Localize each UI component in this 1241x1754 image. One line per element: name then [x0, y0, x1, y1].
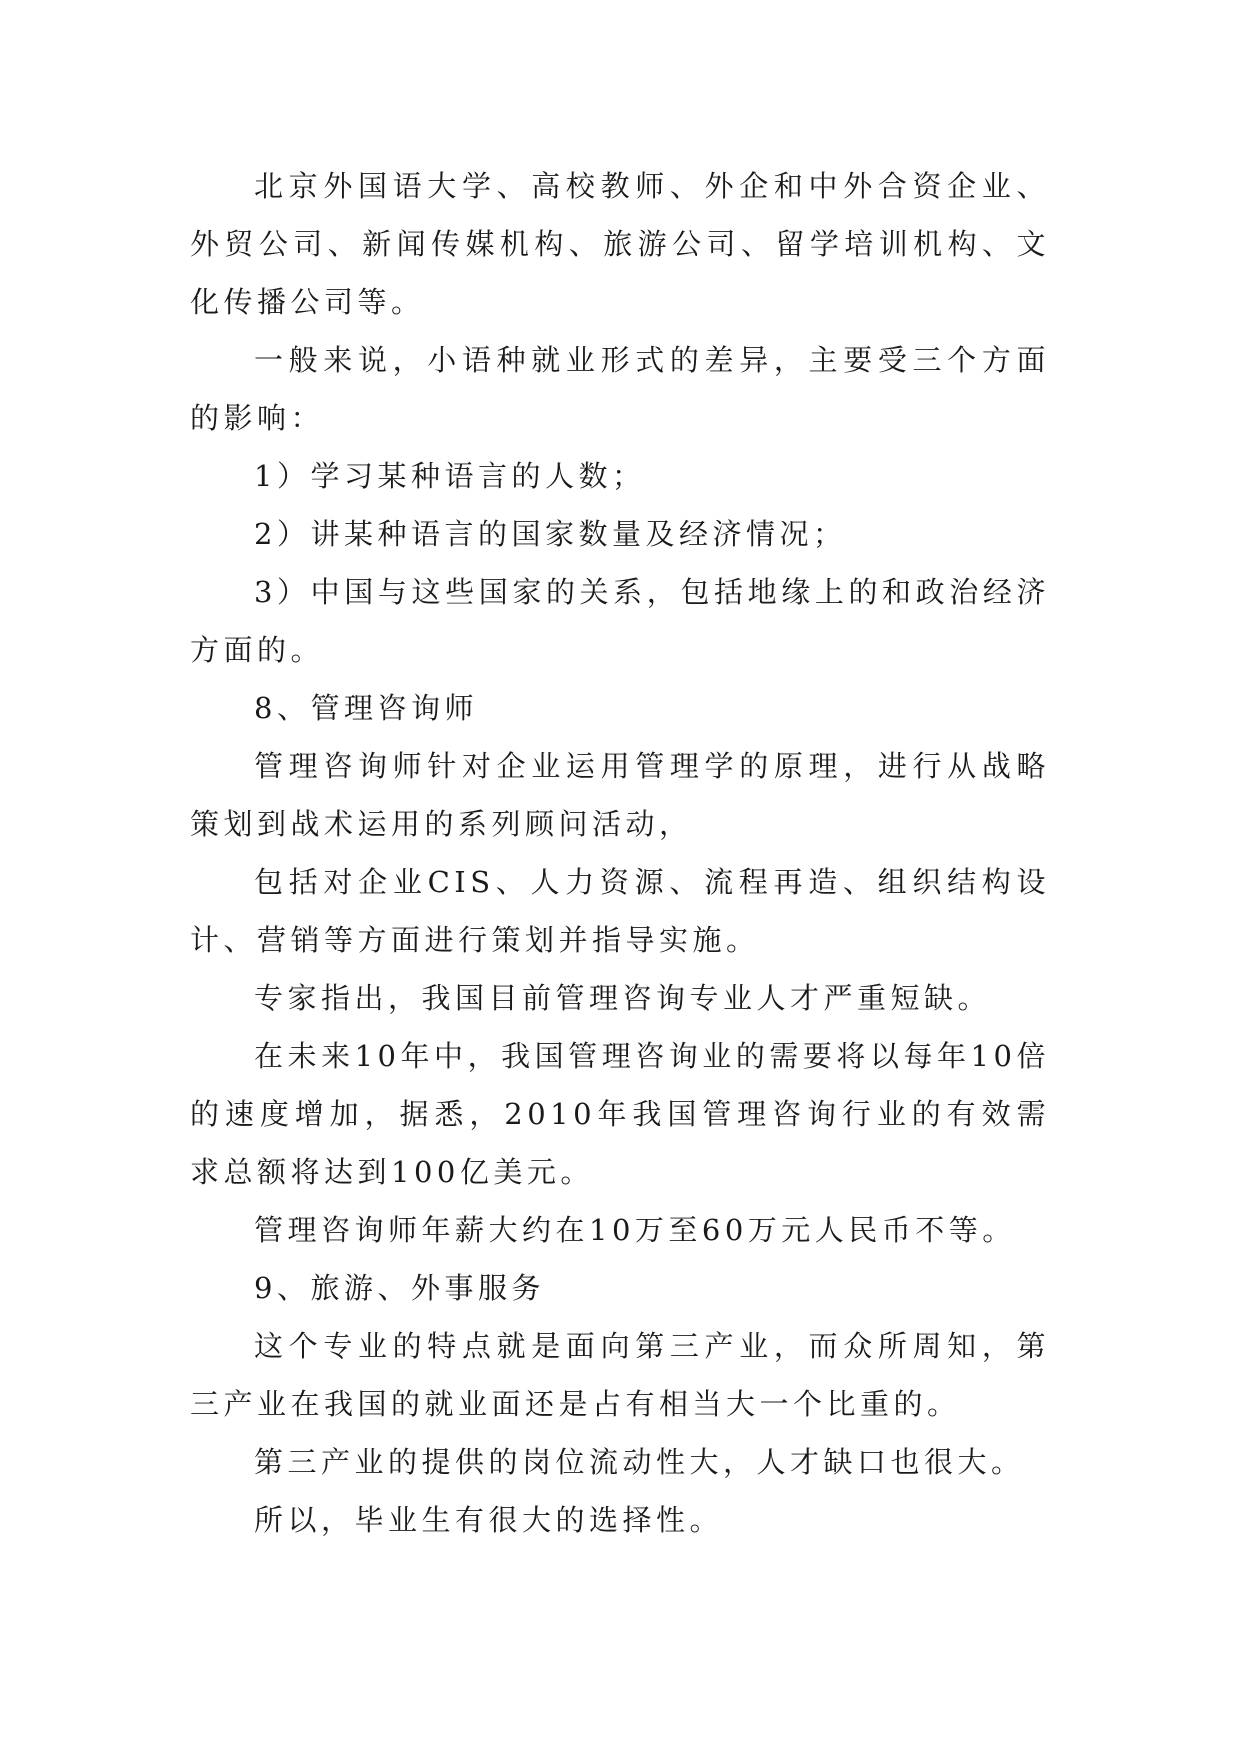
paragraph-factors-intro: 一般来说，小语种就业形式的差异，主要受三个方面的影响： — [190, 343, 1050, 435]
paragraph-factor-2: 2）讲某种语言的国家数量及经济情况； — [254, 517, 847, 551]
section-heading-9: 9、旅游、外事服务 — [254, 1271, 545, 1305]
paragraph-tertiary-industry: 这个专业的特点就是面向第三产业，而众所周知，第三产业在我国的就业面还是占有相当大一个比重的。 — [190, 1329, 1050, 1421]
paragraph-consultant-scope: 包括对企业CIS、人力资源、流程再造、组织结构设计、营销等方面进行策划并指导实施。 — [190, 865, 1050, 957]
paragraph-talent-shortage: 专家指出，我国目前管理咨询专业人才严重短缺。 — [254, 981, 992, 1015]
paragraph-graduate-choice: 所以，毕业生有很大的选择性。 — [254, 1503, 724, 1537]
section-heading-8: 8、管理咨询师 — [254, 691, 478, 725]
paragraph-factor-3: 3）中国与这些国家的关系，包括地缘上的和政治经济方面的。 — [190, 575, 1050, 667]
paragraph-consultant-definition: 管理咨询师针对企业运用管理学的原理，进行从战略策划到战术运用的系列顾问活动， — [190, 749, 1050, 841]
document-body — [190, 157, 1050, 1549]
paragraph-factor-1: 1）学习某种语言的人数； — [254, 459, 646, 493]
paragraph-job-mobility: 第三产业的提供的岗位流动性大，人才缺口也很大。 — [254, 1445, 1025, 1479]
paragraph-salary: 管理咨询师年薪大约在10万至60万元人民币不等。 — [254, 1213, 1016, 1247]
paragraph-employers: 北京外国语大学、高校教师、外企和中外合资企业、外贸公司、新闻传媒机构、旅游公司、留学培训机构、文化传播公司等。 — [190, 169, 1050, 319]
paragraph-market-growth: 在未来10年中，我国管理咨询业的需要将以每年10倍的速度增加，据悉，2010年我国管理咨询行业的有效需求总额将达到100亿美元。 — [190, 1039, 1050, 1189]
